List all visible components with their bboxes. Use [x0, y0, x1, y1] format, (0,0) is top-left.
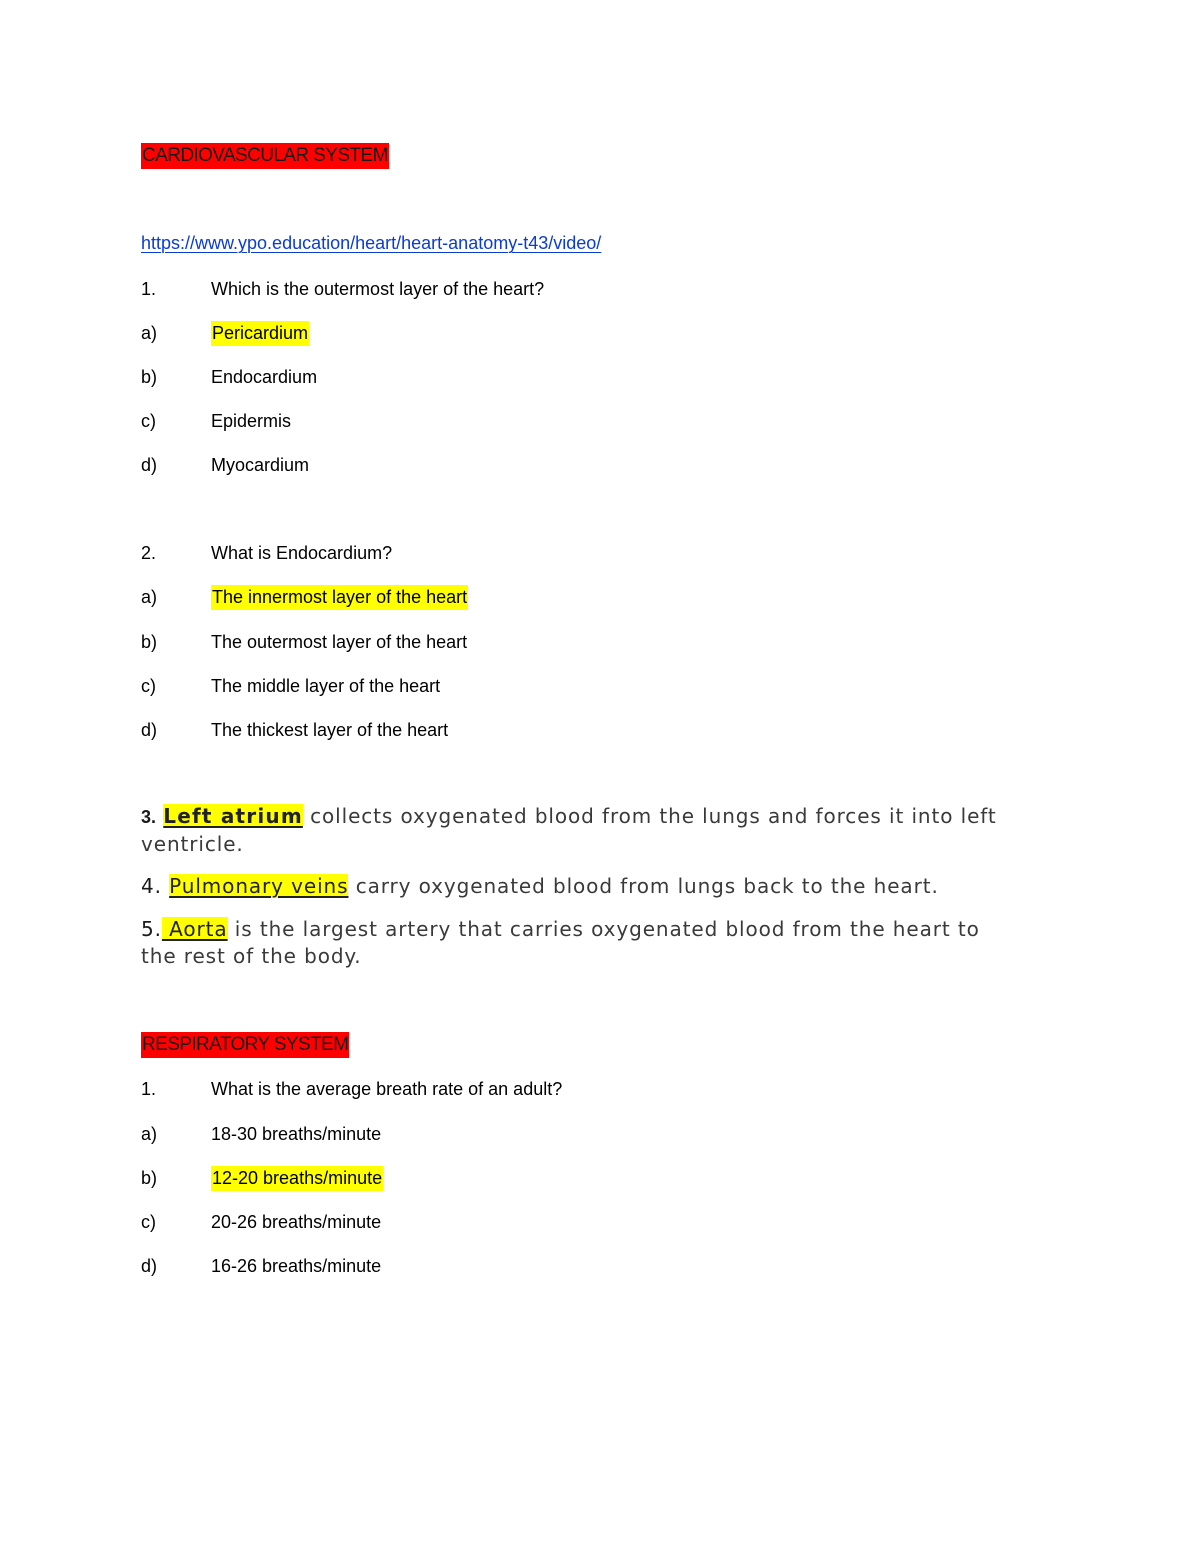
question-number: 1. [141, 279, 157, 299]
option-text-answer: 12-20 breaths/minute [211, 1166, 383, 1191]
question-text: What is the average breath rate of an adult? [211, 1079, 563, 1099]
option-letter: c) [141, 676, 156, 696]
statement-number: 4. [141, 874, 162, 898]
statement-number: 3. [141, 807, 157, 827]
option-letter: a) [141, 323, 158, 343]
fill-in-statement [141, 803, 1021, 858]
option-text: The middle layer of the heart [211, 676, 441, 696]
option-text-answer: The innermost layer of the heart [211, 585, 468, 610]
answer-blank: Pulmonary veins [169, 874, 349, 898]
fill-in-statement [141, 916, 1021, 970]
option-text: Epidermis [211, 411, 292, 431]
option-letter: a) [141, 1124, 158, 1144]
option-letter: d) [141, 1256, 158, 1276]
statement-text: is the largest artery that carries oxygenated blood from the heart to the rest of the body. [141, 917, 980, 968]
section-heading-cardiovascular: CARDIOVASCULAR SYSTEM [141, 143, 389, 169]
option-letter: d) [141, 720, 158, 740]
answer-blank: Aorta [161, 917, 228, 941]
option-letter: c) [141, 411, 156, 431]
section-heading-respiratory: RESPIRATORY SYSTEM [141, 1032, 349, 1058]
question-number: 1. [141, 1079, 157, 1099]
option-text: 18-30 breaths/minute [211, 1124, 382, 1144]
option-letter: a) [141, 587, 158, 607]
answer-blank: Left atrium [163, 804, 303, 828]
option-letter: b) [141, 1168, 158, 1188]
statement-number: 5. [141, 917, 162, 941]
option-letter: b) [141, 367, 158, 387]
question-text: Which is the outermost layer of the heart? [211, 279, 545, 299]
fill-in-statement [141, 873, 1021, 900]
option-letter: c) [141, 1212, 156, 1232]
statement-text: carry oxygenated blood from lungs back to the heart. [348, 874, 939, 898]
question-number: 2. [141, 543, 157, 563]
question-text: What is Endocardium? [211, 543, 393, 563]
option-letter: b) [141, 632, 158, 652]
option-text: 16-26 breaths/minute [211, 1256, 382, 1276]
option-text: The outermost layer of the heart [211, 632, 468, 652]
option-text-answer: Pericardium [211, 321, 309, 346]
option-text: The thickest layer of the heart [211, 720, 449, 740]
option-text: Myocardium [211, 455, 310, 475]
option-letter: d) [141, 455, 158, 475]
video-link[interactable]: https://www.ypo.education/heart/heart-anatomy-t43/video/ [141, 233, 602, 253]
option-text: 20-26 breaths/minute [211, 1212, 382, 1232]
statement-text: collects oxygenated blood from the lungs and forces it into left ventricle. [141, 804, 997, 856]
option-text: Endocardium [211, 367, 318, 387]
